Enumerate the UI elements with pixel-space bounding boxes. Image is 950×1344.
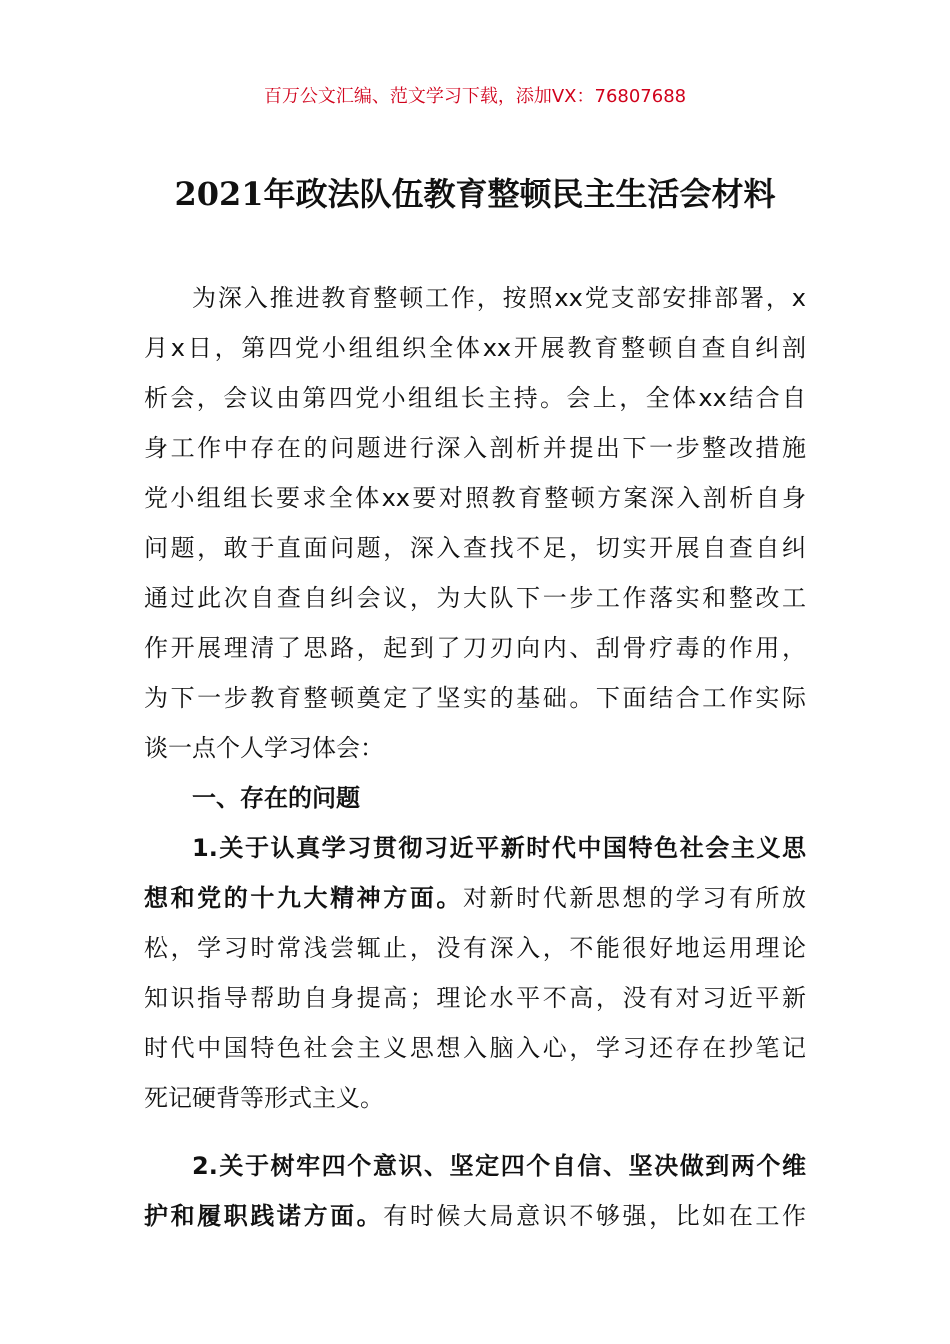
paragraph-line: 作开展理清了思路，起到了刀刃向内、刮骨疗毒的作用， <box>144 634 806 662</box>
document-body <box>144 273 806 1241</box>
item2-heading: 2.关于树牢四个意识、坚定四个自信、坚决做到两个维 <box>192 1152 806 1180</box>
paragraph-line: 为深入推进教育整顿工作，按照xx党支部安排部署，x <box>192 284 806 312</box>
item1-line: 松，学习时常浅尝辄止，没有深入，不能很好地运用理论 <box>144 934 806 962</box>
item2-line <box>144 1191 806 1241</box>
item2-heading-tail: 护和履职践诺方面。 <box>144 1202 384 1230</box>
paragraph-line: 通过此次自查自纠会议，为大队下一步工作落实和整改工 <box>144 584 806 612</box>
item1-heading: 1.关于认真学习贯彻习近平新时代中国特色社会主义思 <box>192 834 806 862</box>
paragraph-gap <box>144 1123 806 1141</box>
section-heading: 一、存在的问题 <box>192 784 360 812</box>
paragraph-line: 问题，敢于直面问题，深入查找不足，切实开展自查自纠 <box>144 534 806 562</box>
item1-line: 时代中国特色社会主义思想入脑入心，学习还存在抄笔记 <box>144 1034 806 1062</box>
header-note-text: 百万公文汇编、范文学习下载，添加VX：76807688 <box>263 86 687 107</box>
item1-heading-tail: 想和党的十九大精神方面。 <box>144 884 463 912</box>
paragraph-line: 为下一步教育整顿奠定了坚实的基础。下面结合工作实际 <box>144 684 806 712</box>
document-title: 2021年政法队伍教育整顿民主生活会材料 <box>174 175 776 213</box>
item1-line <box>144 873 806 923</box>
paragraph-line: 析会，会议由第四党小组组长主持。会上，全体xx结合自 <box>144 384 806 412</box>
item1-text: 对新时代新思想的学习有所放 <box>463 884 806 912</box>
paragraph-line: 谈一点个人学习体会： <box>144 734 384 762</box>
item2-text: 有时候大局意识不够强，比如在工作 <box>383 1202 806 1230</box>
item1-line: 死记硬背等形式主义。 <box>144 1084 384 1112</box>
paragraph-line: 党小组组长要求全体xx要对照教育整顿方案深入剖析自身 <box>144 484 806 512</box>
paragraph-line: 身工作中存在的问题进行深入剖析并提出下一步整改措施 <box>144 434 806 462</box>
item1-line: 知识指导帮助自身提高；理论水平不高，没有对习近平新 <box>144 984 806 1012</box>
header-note <box>0 84 950 110</box>
paragraph-line: 月x日，第四党小组组织全体xx开展教育整顿自查自纠剖 <box>144 334 806 362</box>
